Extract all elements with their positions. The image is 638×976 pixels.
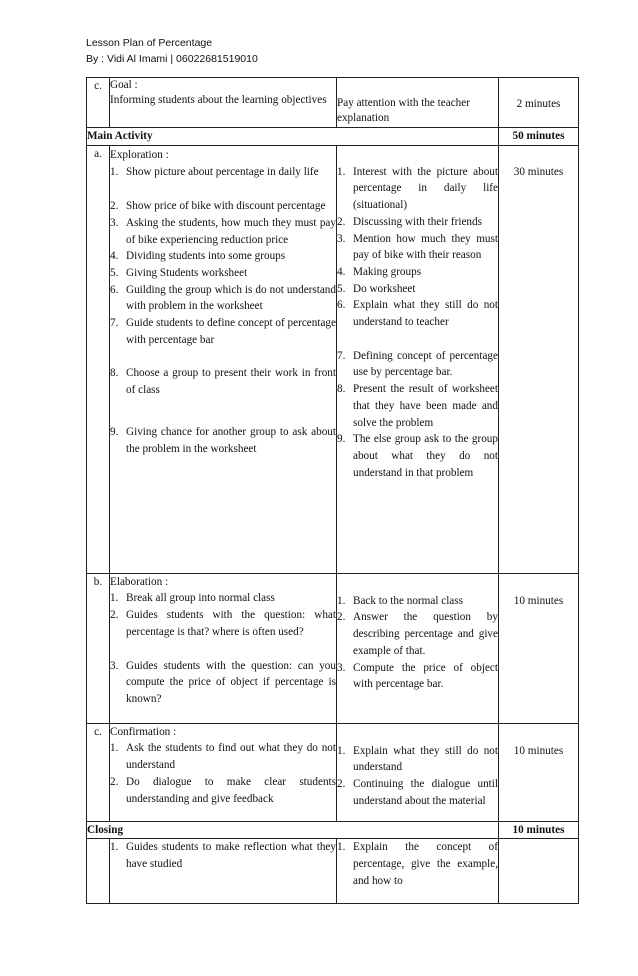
main-activity-row: [87, 128, 579, 146]
confirmation-row: [87, 723, 579, 821]
goal-time: [499, 78, 579, 128]
goal-title: Goal :: [110, 79, 138, 91]
elaboration-title: Elaboration :: [110, 575, 169, 588]
list-item: 9. The else group ask to the group about what they do not understand in that problem: [337, 433, 498, 479]
list-item: 1. Explain what they still do not understand: [337, 744, 498, 774]
exploration-teacher: [110, 145, 337, 573]
goal-text: Informing students about the learning objectives: [110, 94, 327, 106]
closing-row: [87, 821, 579, 839]
list-item: 7. Guide students to define concept of percentage with percentage bar: [110, 317, 336, 346]
list-item: 1. Guides students to make reflection what they have studied: [110, 841, 336, 871]
list-item: 3. Compute the price of object with percentage bar.: [337, 661, 498, 691]
closing-student: [337, 839, 499, 904]
list-item: 3. Guides students with the question: can you compute the price of object if percentage is known?: [110, 659, 336, 705]
list-item: 9. Giving chance for another group to ask about the problem in the worksheet: [110, 425, 336, 455]
list-item: 8. Present the result of worksheet that they have been made and solve the problem: [337, 383, 498, 429]
closing-letter: [87, 839, 110, 904]
closing-time-cell: [499, 839, 579, 904]
list-item: 6. Guilding the group which is do not understand with problem in the worksheet: [110, 283, 336, 313]
lesson-plan-table: [86, 77, 579, 904]
list-item: 1. Break all group into normal class: [110, 592, 275, 605]
main-activity-label: Main Activity: [87, 128, 499, 146]
confirmation-time: [499, 723, 579, 821]
main-activity-time: 50 minutes: [499, 128, 579, 146]
closing-label: Closing: [87, 821, 499, 839]
list-item: 2. Continuing the dialogue until understand about the material: [337, 778, 498, 807]
list-item: 1. Ask the students to find out what they do not understand: [110, 742, 336, 772]
list-item: 2. Guides students with the question: what percentage is that? where is often used?: [110, 609, 336, 638]
elaboration-letter: b.: [87, 573, 110, 723]
header-title: Lesson Plan of Percentage: [86, 37, 213, 49]
elaboration-time: [499, 573, 579, 723]
closing-teacher: [110, 839, 337, 904]
list-item: 5. Giving Students worksheet: [110, 266, 248, 279]
goal-activity: [110, 78, 337, 128]
elaboration-student: [337, 573, 499, 723]
header-author: By : Vidi Al Imami | 06022681519010: [86, 53, 258, 65]
exploration-time-text: 30 minutes: [513, 165, 564, 178]
list-item: 2. Show price of bike with discount percentage: [110, 200, 326, 213]
list-item: 4. Making groups: [337, 265, 422, 278]
goal-row: [87, 78, 579, 128]
confirmation-student: [337, 723, 499, 821]
elaboration-teacher: [110, 573, 337, 723]
exploration-time: [499, 145, 579, 573]
list-item: 6. Explain what they still do not understand to teacher: [337, 299, 498, 329]
list-item: 1. Back to the normal class: [337, 594, 463, 607]
closing-time: 10 minutes: [499, 821, 579, 839]
list-item: 1. Interest with the picture about percentage in daily life (situational): [337, 165, 498, 212]
elaboration-row: [87, 573, 579, 723]
confirmation-time-text: 10 minutes: [513, 744, 564, 757]
list-item: 2. Do dialogue to make clear students understanding and give feedback: [110, 775, 336, 805]
list-item: 2. Answer the question by describing percentage and give example of that.: [337, 611, 498, 657]
confirmation-title: Confirmation :: [110, 725, 177, 738]
confirmation-teacher: [110, 723, 337, 821]
goal-student: [337, 78, 499, 128]
confirmation-letter: c.: [87, 723, 110, 821]
exploration-row: [87, 145, 579, 573]
list-item: 5. Do worksheet: [337, 282, 416, 295]
list-item: 1. Explain the concept of percentage, give the example, and how to: [337, 841, 498, 887]
goal-time-text: 2 minutes: [516, 98, 561, 110]
list-item: 8. Choose a group to present their work in front of class: [110, 367, 336, 397]
exploration-student: [337, 145, 499, 573]
list-item: 3. Mention how much they must pay of bike with their reason: [337, 232, 498, 262]
list-item: 7. Defining concept of percentage use by percentage bar.: [337, 349, 498, 379]
closing-body-row: [87, 839, 579, 904]
list-item: 4. Dividing students into some groups: [110, 250, 286, 263]
list-item: 1. Show picture about percentage in daily life: [110, 166, 319, 179]
exploration-title: Exploration :: [110, 148, 169, 161]
goal-letter: c.: [87, 78, 110, 128]
elaboration-time-text: 10 minutes: [513, 594, 564, 607]
goal-student-text: Pay attention with the teacher explanation: [337, 97, 470, 124]
list-item: 2. Discussing with their friends: [337, 215, 482, 228]
exploration-letter: a.: [87, 145, 110, 573]
list-item: 3. Asking the students, how much they must pay of bike experiencing reduction price: [110, 216, 336, 246]
